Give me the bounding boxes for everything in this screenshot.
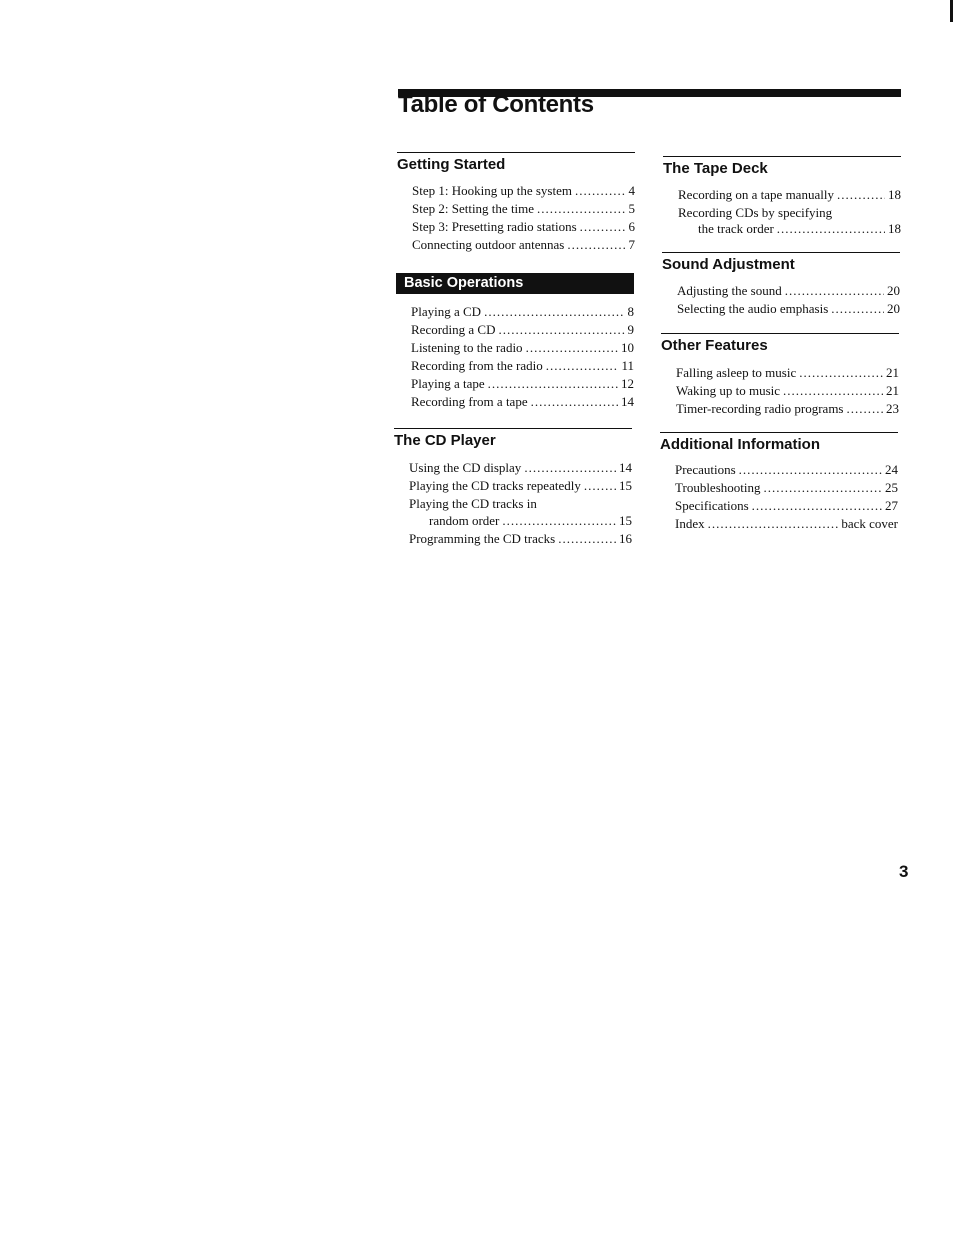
toc-entry[interactable]: Step 3: Presetting radio stations ..... 6: [412, 218, 635, 236]
toc-list: [661, 364, 899, 418]
page-title: Table of Contents: [398, 91, 594, 118]
toc-entry[interactable]: Index ..... back cover: [675, 515, 898, 533]
section-heading: Getting Started: [397, 156, 506, 173]
toc-list: [397, 182, 635, 254]
toc-entry[interactable]: Recording on a tape manually ..... 18: [678, 186, 901, 204]
toc-list: [663, 186, 901, 238]
toc-entry[interactable]: Adjusting the sound ..... 20: [677, 282, 900, 300]
toc-entry[interactable]: Playing a tape ..... 12: [411, 375, 634, 393]
toc-list: [396, 303, 634, 411]
section-basic-operations: [396, 273, 634, 411]
toc-entry[interactable]: Playing the CD tracks repeatedly ..... 15: [409, 477, 632, 495]
toc-entry[interactable]: Troubleshooting ..... 25: [675, 479, 898, 497]
toc-entry[interactable]: Selecting the audio emphasis ..... 20: [677, 300, 900, 318]
toc-entry[interactable]: Timer-recording radio programs ..... 23: [676, 400, 899, 418]
toc-entry[interactable]: Listening to the radio ..... 10: [411, 339, 634, 357]
toc-entry[interactable]: Falling asleep to music ..... 21: [676, 364, 899, 382]
toc-entry[interactable]: Recording CDs by specifying: [678, 205, 833, 220]
section-heading: Other Features: [661, 337, 768, 354]
section-heading: The CD Player: [394, 432, 496, 449]
section-heading: Sound Adjustment: [662, 256, 795, 273]
toc-entry-continuation[interactable]: random order ..... 15: [409, 512, 632, 530]
toc-entry[interactable]: Playing the CD tracks in: [409, 496, 537, 511]
toc-entry[interactable]: Specifications ..... 27: [675, 497, 898, 515]
toc-entry[interactable]: Waking up to music ..... 21: [676, 382, 899, 400]
toc-list: [394, 459, 632, 548]
toc-entry[interactable]: Recording a CD ..... 9: [411, 321, 634, 339]
toc-entry[interactable]: Step 1: Hooking up the system ..... 4: [412, 182, 635, 200]
toc-entry[interactable]: Programming the CD tracks ..... 16: [409, 530, 632, 548]
toc-entry[interactable]: Precautions ..... 24: [675, 461, 898, 479]
toc-entry[interactable]: Recording from a tape ..... 14: [411, 393, 634, 411]
toc-entry[interactable]: Step 2: Setting the time ..... 5: [412, 200, 635, 218]
toc-list: [662, 282, 900, 318]
section-heading: Basic Operations: [396, 273, 634, 294]
page-edge-mark: [950, 0, 953, 22]
section-rule: [662, 252, 900, 253]
section-other-features: [661, 333, 899, 418]
toc-entry[interactable]: Connecting outdoor antennas ..... 7: [412, 236, 635, 254]
section-rule: [394, 428, 632, 429]
section-cd-player: [394, 428, 632, 548]
section-heading: The Tape Deck: [663, 160, 768, 177]
section-getting-started: [397, 152, 635, 254]
toc-entry[interactable]: Using the CD display ..... 14: [409, 459, 632, 477]
section-tape-deck: [663, 156, 901, 238]
section-heading: Additional Information: [660, 436, 820, 453]
toc-list: [660, 461, 898, 533]
section-rule: [663, 156, 901, 157]
section-rule: [397, 152, 635, 153]
section-rule: [660, 432, 898, 433]
page-number: 3: [899, 862, 909, 881]
toc-entry-continuation[interactable]: the track order ..... 18: [678, 220, 901, 238]
section-rule: [661, 333, 899, 334]
section-additional-information: [660, 432, 898, 533]
toc-entry[interactable]: Recording from the radio ..... 11: [411, 357, 634, 375]
toc-entry[interactable]: Playing a CD ..... 8: [411, 303, 634, 321]
section-sound-adjustment: [662, 252, 900, 318]
